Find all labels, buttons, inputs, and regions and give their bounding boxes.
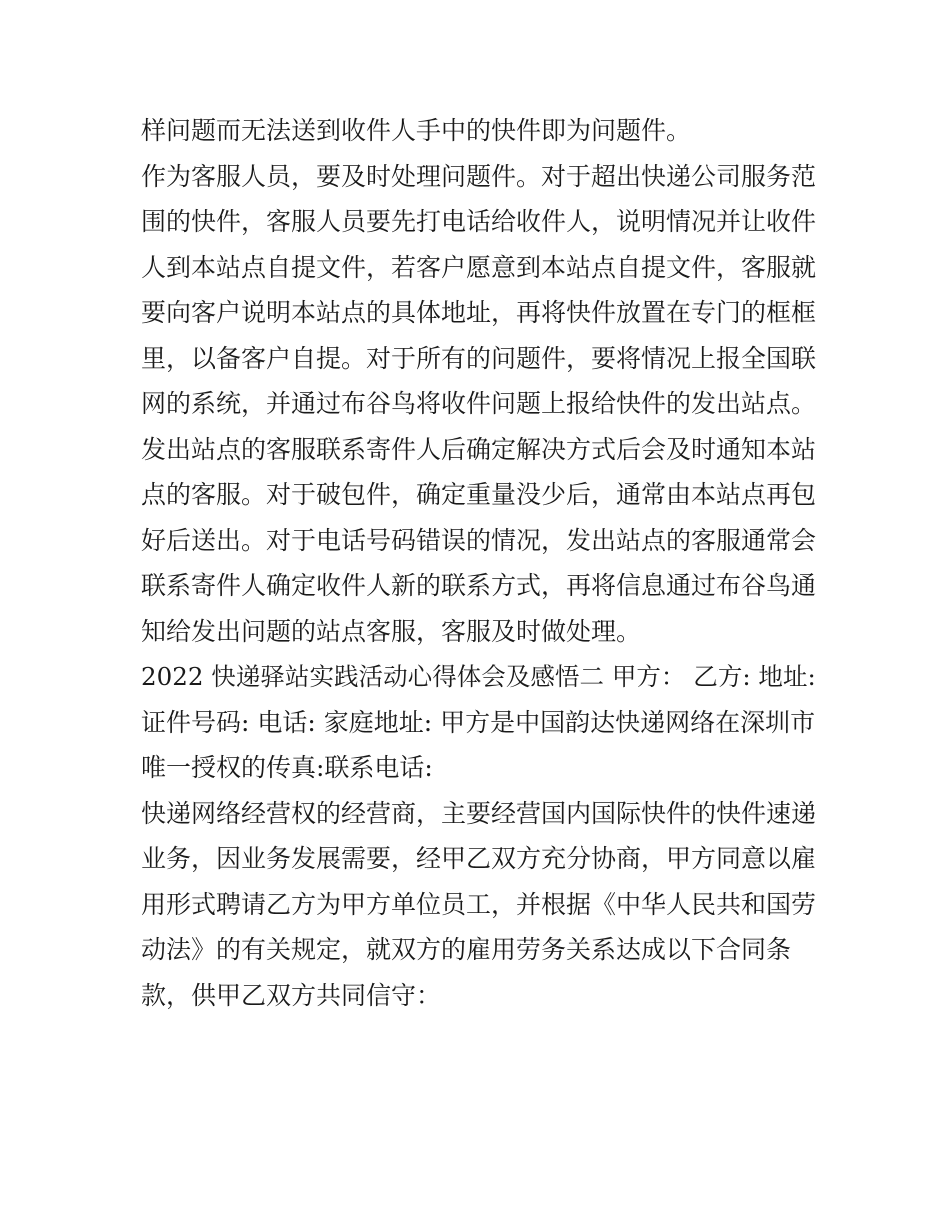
text-line-20: 款，供甲乙双方共同信守： xyxy=(141,980,442,1010)
text-line-7: 网的系统，并通过布谷鸟将收件问题上报给快件的发出站点。 xyxy=(141,389,817,418)
text-line-9: 点的客服。对于破包件，确定重量没少后，通常由本站点再包 xyxy=(141,480,817,509)
text-line-2: 作为客服人员，要及时处理问题件。对于超出快递公司服务范 xyxy=(141,161,817,191)
text-line-18: 用形式聘请乙方为甲方单位员工，并根据《中华人民共和国劳 xyxy=(141,889,817,919)
text-line-19: 动法》的有关规定，就双方的雇用劳务关系达成以下合同条 xyxy=(141,935,792,964)
text-line-4: 人到本站点自提文件，若客户愿意到本站点自提文件，客服就 xyxy=(141,252,817,282)
text-line-11: 联系寄件人确定收件人新的联系方式，再将信息通过布谷鸟通 xyxy=(141,571,817,600)
text-line-12: 知给发出问题的站点客服，客服及时做处理。 xyxy=(141,616,642,646)
text-line-17: 业务，因业务发展需要，经甲乙双方充分协商，甲方同意以雇 xyxy=(141,844,817,873)
text-line-8: 发出站点的客服联系寄件人后确定解决方式后会及时通知本站 xyxy=(141,434,817,464)
text-line-3: 围的快件，客服人员要先打电话给收件人，说明情况并让收件 xyxy=(141,207,817,236)
text-line-14: 证件号码: 电话: 家庭地址: 甲方是中国韵达快递网络在深圳市 xyxy=(141,707,816,737)
text-line-1: 样问题而无法送到收件人手中的快件即为问题件。 xyxy=(141,116,692,145)
text-line-10: 好后送出。对于电话号码错误的情况，发出站点的客服通常会 xyxy=(141,525,817,555)
document-body xyxy=(141,108,816,1018)
text-line-5: 要向客户说明本站点的具体地址，再将快件放置在专门的框框 xyxy=(141,298,817,327)
text-line-16: 快递网络经营权的经营商，主要经营国内国际快件的快件速递 xyxy=(141,798,817,828)
text-line-13: 2022 快递驿站实践活动心得体会及感悟二 甲方： 乙方: 地址: xyxy=(141,662,816,691)
text-line-15: 唯一授权的传真:联系电话: xyxy=(141,753,433,782)
text-line-6: 里，以备客户自提。对于所有的问题件，要将情况上报全国联 xyxy=(141,343,817,373)
